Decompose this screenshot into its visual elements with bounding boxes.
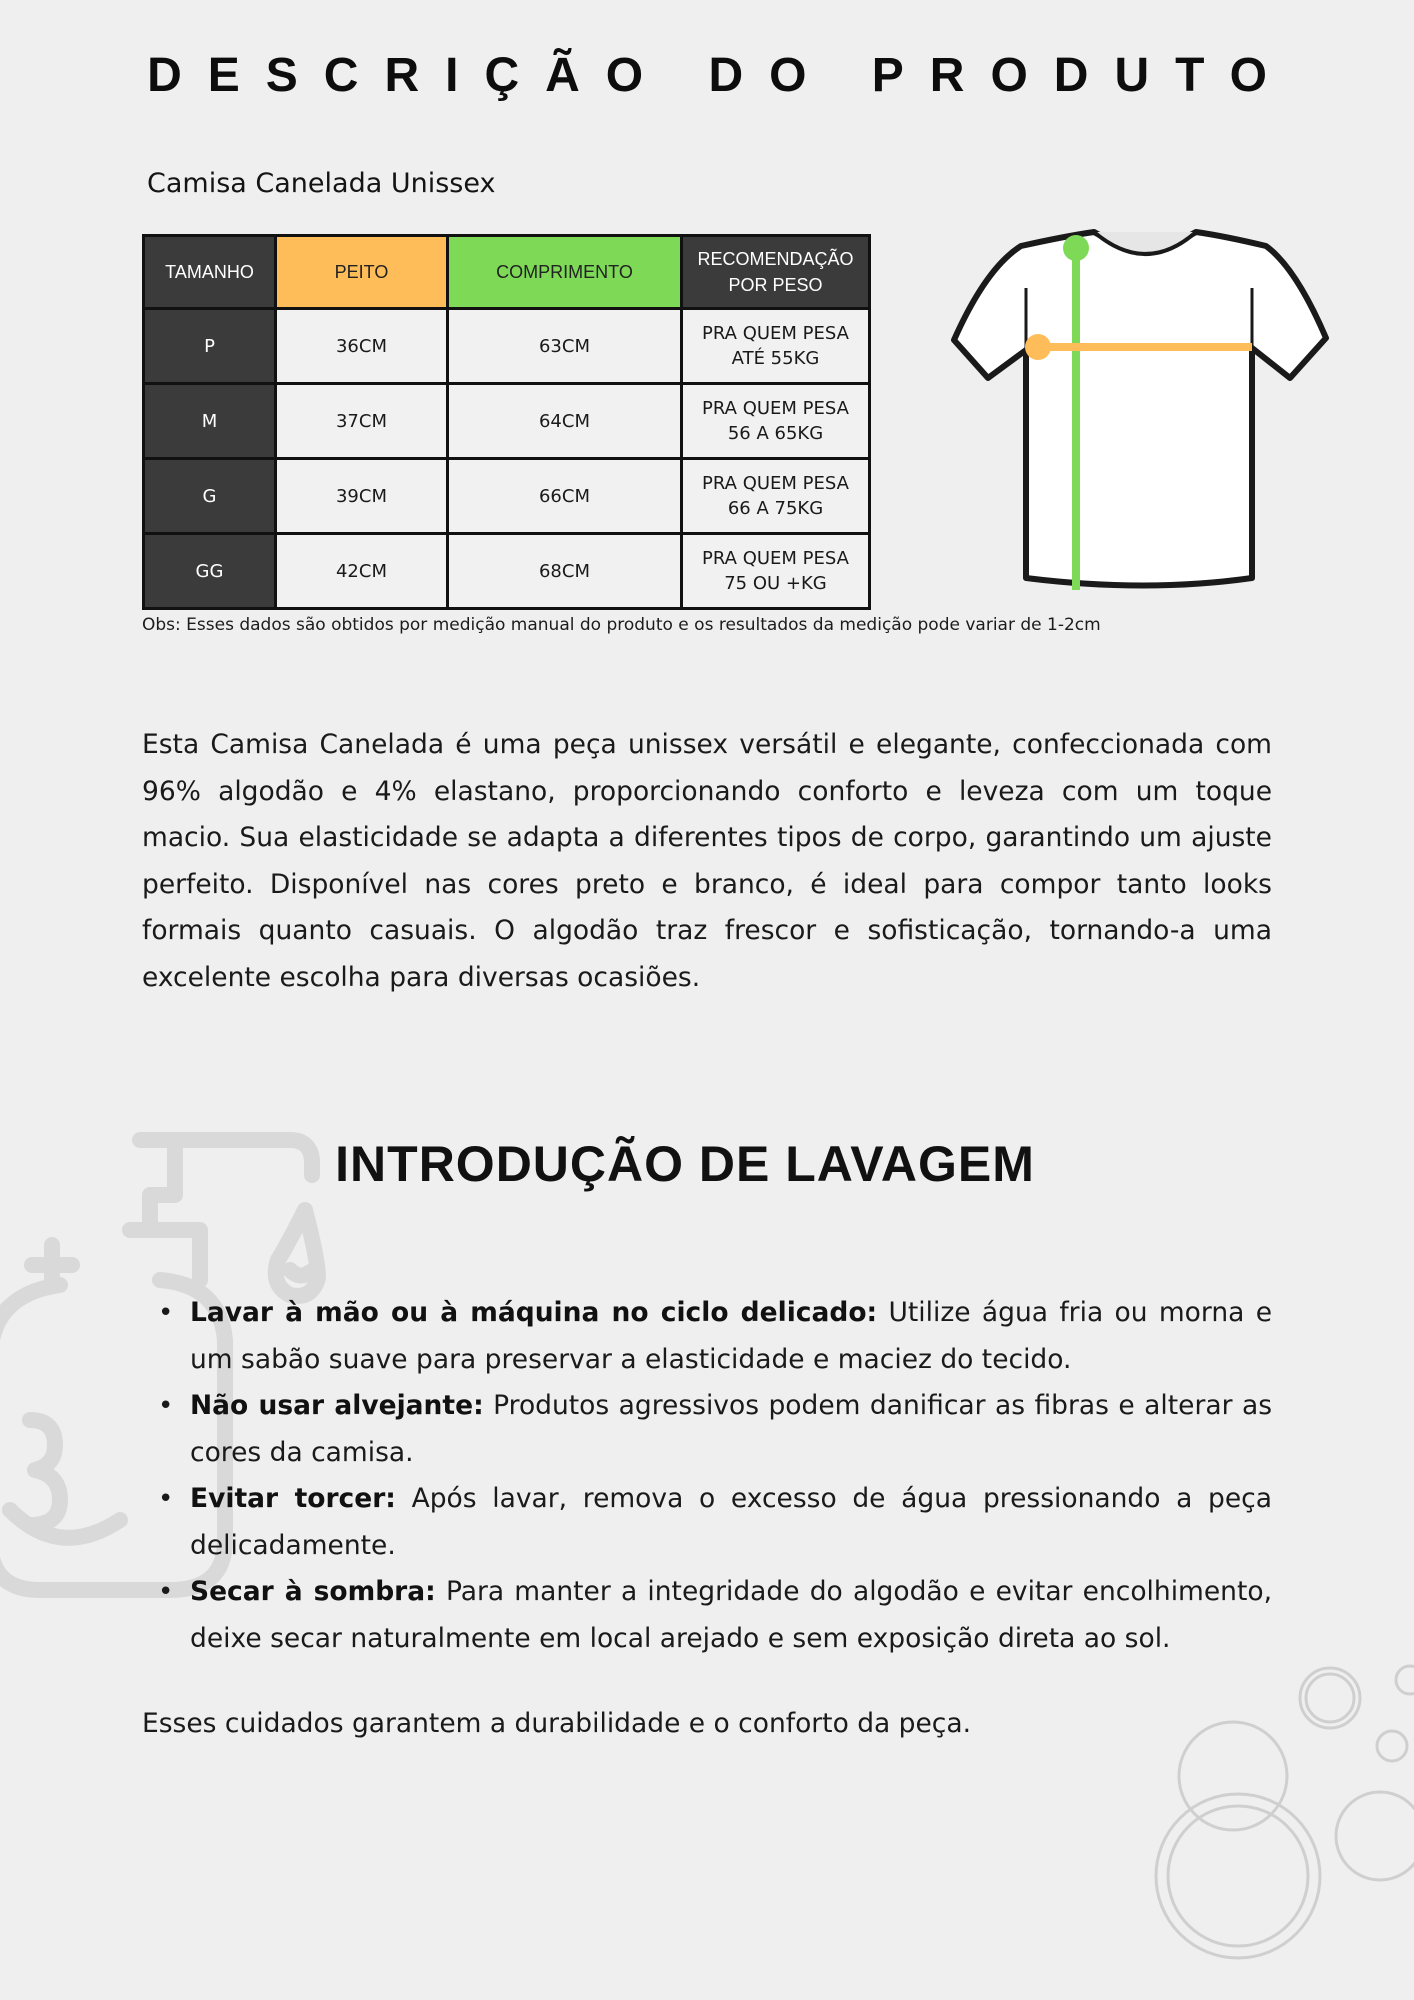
product-description: Esta Camisa Canelada é uma peça unissex versátil e elegante, confeccionada com 96% algodão e 4% elastano, proporcionando conforto e leveza com um toque macio. Sua elasticidade se adapta a diferentes tipos de corpo, garantindo um ajuste perfeito. Disponível nas cores preto e branco, é ideal para compor tanto looks formais quanto casuais. O algodão traz frescor e sofisticação, tornando-a uma excelente escolha para diversas ocasiões.	[142, 729, 1272, 993]
list-item	[142, 1476, 1272, 1569]
cell-recomendacao: PRA QUEM PESA 66 A 75KG	[682, 459, 870, 534]
bullet-icon: •	[158, 1577, 174, 1607]
table-row	[144, 459, 870, 534]
cell-recomendacao: PRA QUEM PESA ATÉ 55KG	[682, 309, 870, 384]
cell-comprimento: 63CM	[448, 309, 682, 384]
cell-size: GG	[144, 534, 276, 609]
header-tamanho: TAMANHO	[144, 236, 276, 309]
table-row	[144, 384, 870, 459]
bullet-icon: •	[158, 1484, 174, 1514]
product-name: Camisa Canelada Unissex	[147, 168, 496, 199]
header-peito: PEITO	[276, 236, 448, 309]
cell-peito: 37CM	[276, 384, 448, 459]
list-item	[142, 1383, 1272, 1476]
bullet-icon: •	[158, 1298, 174, 1328]
cell-recomendacao: PRA QUEM PESA 56 A 65KG	[682, 384, 870, 459]
item-text: Após lavar, remova o excesso de água pressionando a peça delicadamente.	[190, 1483, 1272, 1561]
wash-instructions-list	[142, 1290, 1272, 1662]
table-row	[144, 309, 870, 384]
cell-peito: 39CM	[276, 459, 448, 534]
cell-comprimento: 68CM	[448, 534, 682, 609]
cell-recomendacao: PRA QUEM PESA 75 OU +KG	[682, 534, 870, 609]
measurement-note: Obs: Esses dados são obtidos por medição manual do produto e os resultados da medição pode variar de 1-2cm	[142, 615, 1101, 635]
item-lead: Evitar torcer:	[190, 1483, 396, 1514]
list-item	[142, 1569, 1272, 1662]
cell-peito: 42CM	[276, 534, 448, 609]
header-recomendacao: RECOMENDAÇÃO POR PESO	[682, 236, 870, 309]
header-comprimento: COMPRIMENTO	[448, 236, 682, 309]
item-lead: Lavar à mão ou à máquina no ciclo delicado:	[190, 1297, 878, 1328]
item-text: Produtos agressivos podem danificar as fibras e alterar as cores da camisa.	[190, 1390, 1272, 1468]
cell-size: M	[144, 384, 276, 459]
table-header-row	[144, 236, 870, 309]
item-lead: Não usar alvejante:	[190, 1390, 484, 1421]
table-row	[144, 534, 870, 609]
wash-section-title: INTRODUÇÃO DE LAVAGEM	[335, 1136, 1035, 1192]
item-text: Para manter a integridade do algodão e evitar encolhimento, deixe secar naturalmente em local arejado e sem exposição direta ao sol.	[190, 1576, 1272, 1654]
cell-size: P	[144, 309, 276, 384]
cell-peito: 36CM	[276, 309, 448, 384]
item-text: Utilize água fria ou morna e um sabão suave para preservar a elasticidade e maciez do tecido.	[190, 1297, 1272, 1375]
list-item	[142, 1290, 1272, 1383]
page-title: DESCRIÇÃO DO PRODUTO	[147, 49, 1293, 102]
bullet-icon: •	[158, 1391, 174, 1421]
cell-comprimento: 66CM	[448, 459, 682, 534]
cell-comprimento: 64CM	[448, 384, 682, 459]
closing-text: Esses cuidados garantem a durabilidade e o conforto da peça.	[142, 1708, 972, 1739]
bubbles-icon	[1130, 1650, 1414, 1980]
size-table	[142, 234, 871, 610]
item-lead: Secar à sombra:	[190, 1576, 436, 1607]
cell-size: G	[144, 459, 276, 534]
tshirt-measurement-icon	[946, 228, 1332, 598]
